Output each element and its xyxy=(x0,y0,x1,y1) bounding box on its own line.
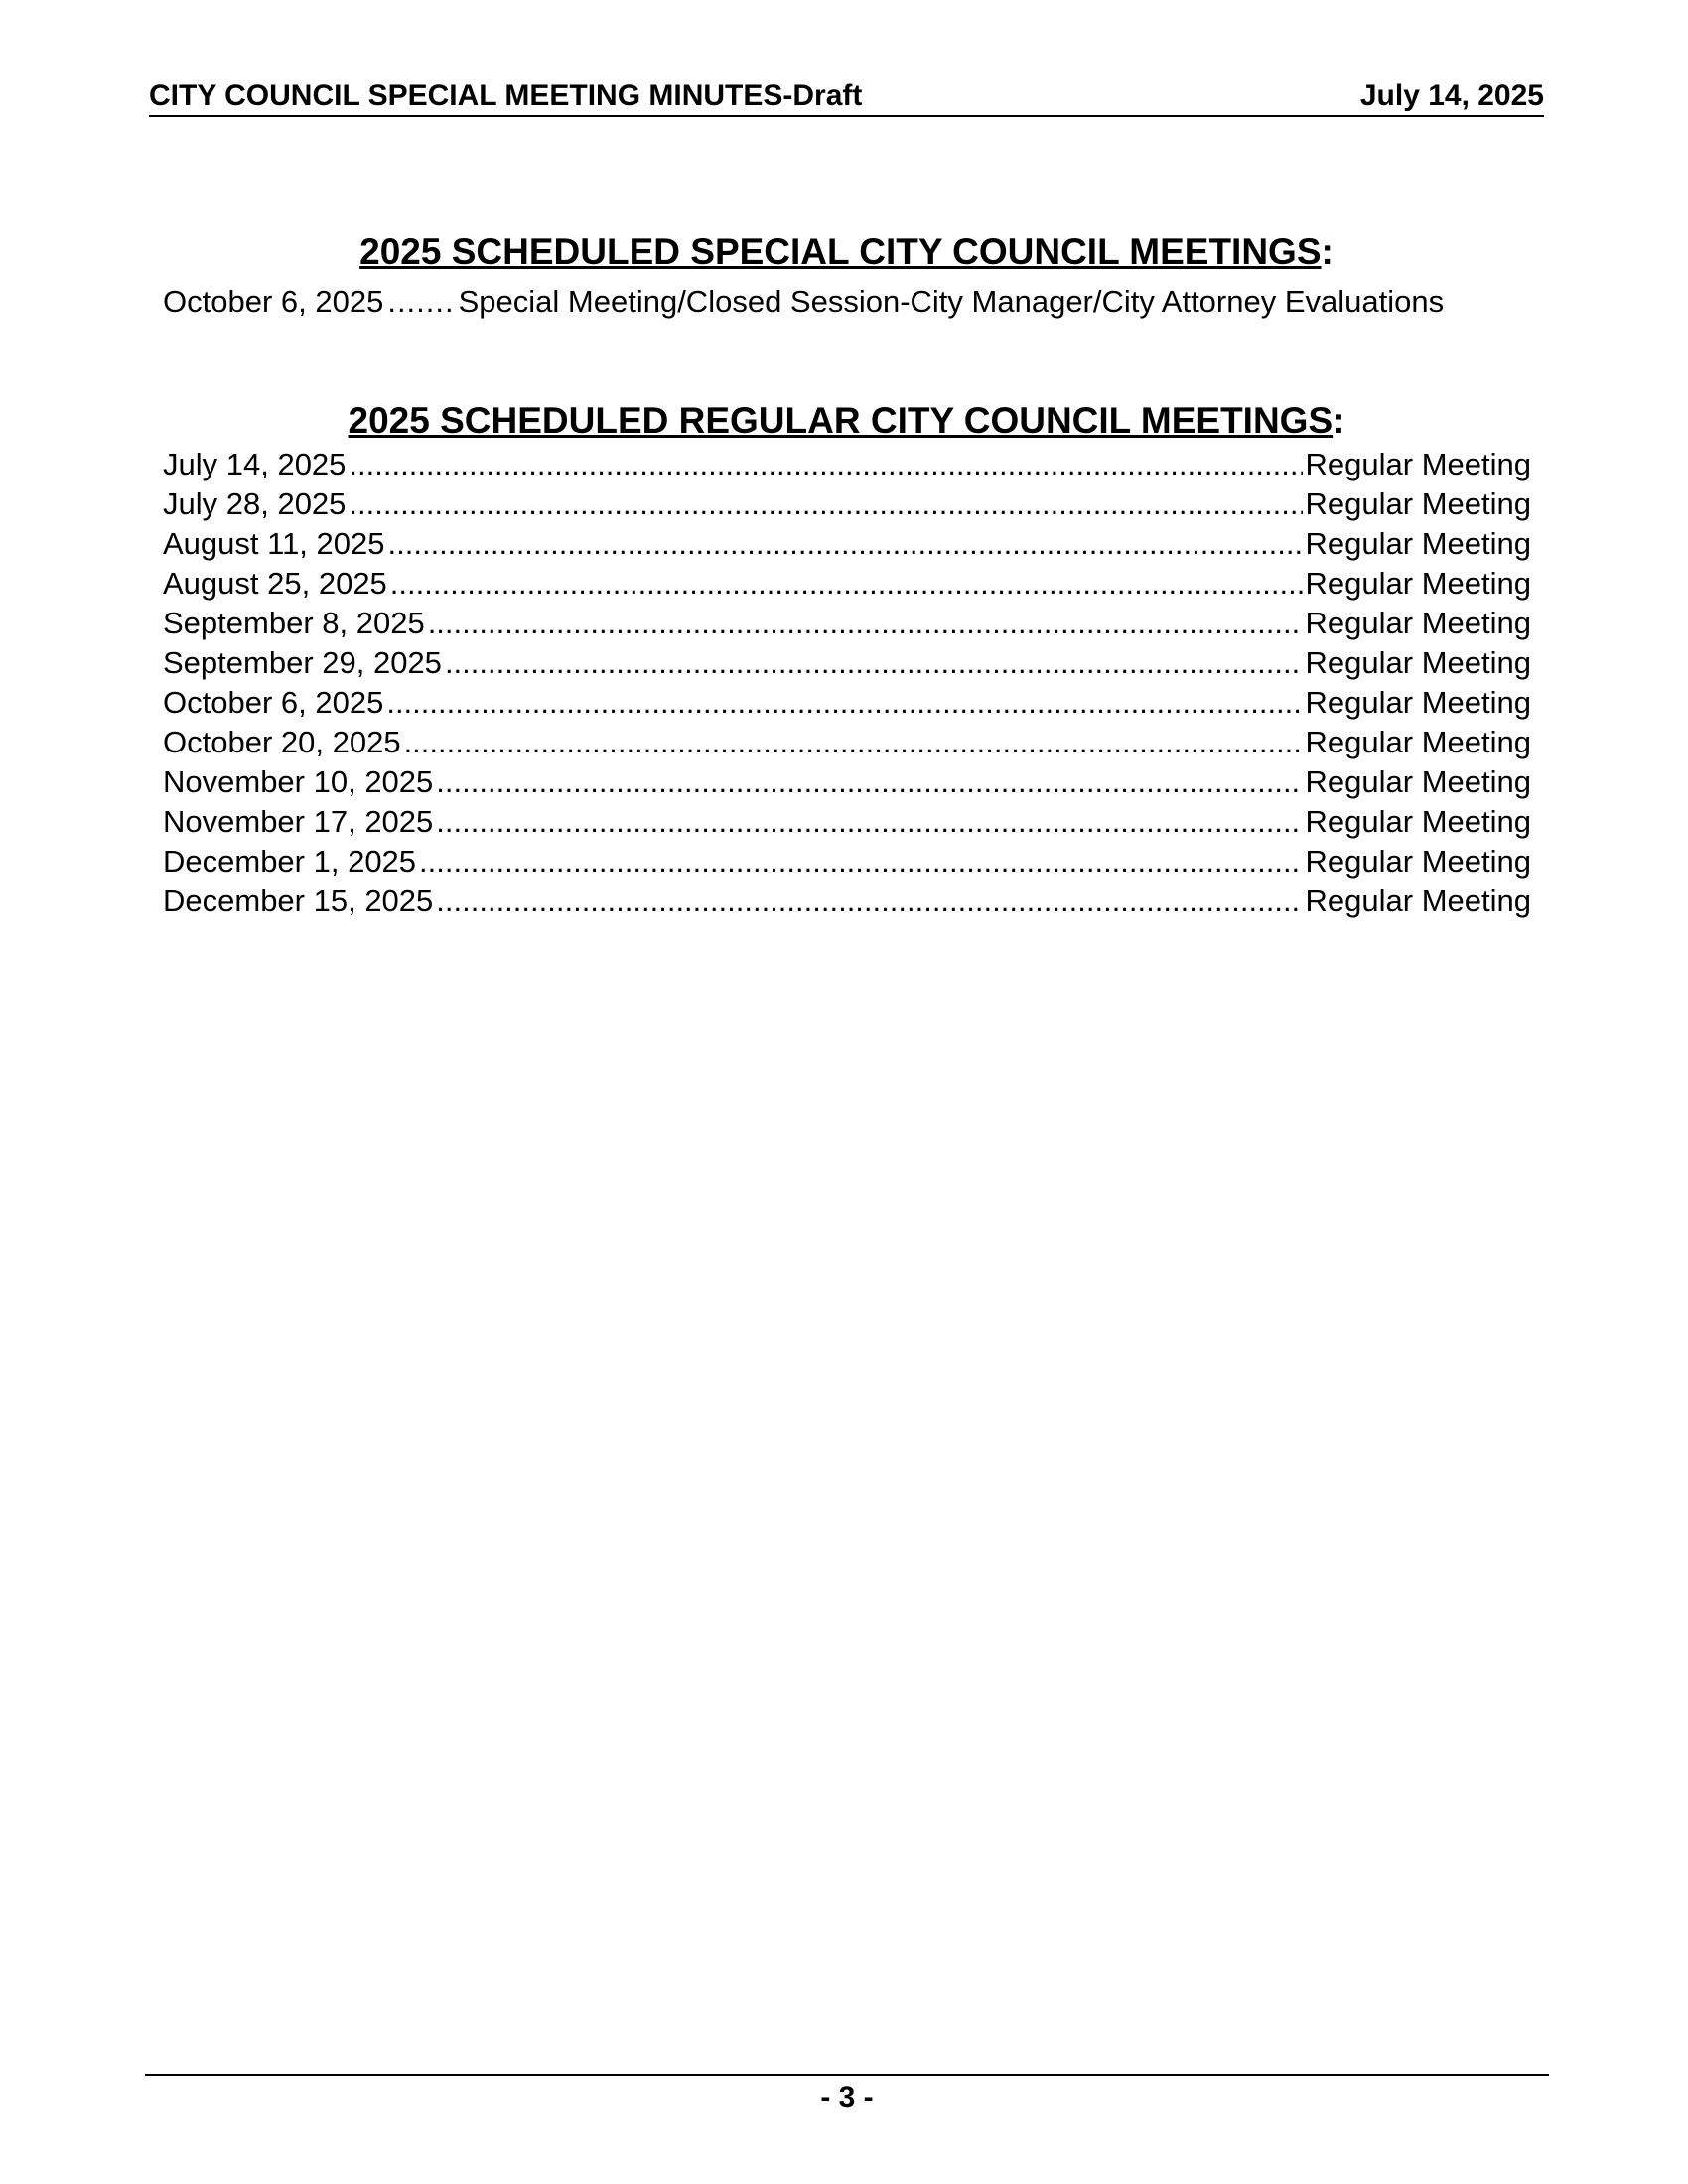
meeting-date: October 20, 2025 xyxy=(163,725,401,759)
meeting-type: Regular Meeting xyxy=(1305,685,1531,720)
meeting-type: Regular Meeting xyxy=(1305,606,1531,640)
list-item xyxy=(163,606,1531,645)
regular-meetings-heading xyxy=(149,400,1544,442)
page-header xyxy=(149,79,1544,117)
meeting-date: September 8, 2025 xyxy=(163,606,425,640)
special-meetings-heading xyxy=(149,231,1544,273)
list-item xyxy=(163,645,1531,685)
meeting-date: August 25, 2025 xyxy=(163,566,387,601)
meeting-type: Regular Meeting xyxy=(1305,884,1531,918)
special-meeting-leader: ....... xyxy=(387,284,455,319)
meeting-type: Regular Meeting xyxy=(1305,725,1531,759)
list-item xyxy=(163,447,1531,486)
list-item xyxy=(163,844,1531,884)
page-number: - 3 - xyxy=(820,2081,874,2114)
meeting-date: July 28, 2025 xyxy=(163,486,347,521)
dot-leader xyxy=(419,844,1302,880)
dot-leader xyxy=(436,804,1302,840)
regular-meetings-heading-colon: : xyxy=(1333,400,1345,441)
meeting-type: Regular Meeting xyxy=(1305,844,1531,879)
meeting-date: July 14, 2025 xyxy=(163,447,347,481)
special-meetings-heading-text: 2025 SCHEDULED SPECIAL CITY COUNCIL MEETINGS xyxy=(359,231,1322,272)
meeting-type: Regular Meeting xyxy=(1305,486,1531,521)
dot-leader xyxy=(428,606,1303,641)
meeting-type: Regular Meeting xyxy=(1305,447,1531,481)
list-item xyxy=(163,884,1531,923)
special-meeting-row xyxy=(163,284,1531,320)
footer-divider xyxy=(145,2074,1549,2076)
meeting-type: Regular Meeting xyxy=(1305,526,1531,561)
dot-leader xyxy=(386,685,1302,721)
meeting-type: Regular Meeting xyxy=(1305,566,1531,601)
header-title: CITY COUNCIL SPECIAL MEETING MINUTES-Draft xyxy=(149,79,863,112)
meeting-date: December 1, 2025 xyxy=(163,844,417,879)
list-item xyxy=(163,526,1531,566)
dot-leader xyxy=(445,645,1303,681)
meeting-date: October 6, 2025 xyxy=(163,685,384,720)
dot-leader xyxy=(390,566,1303,602)
meeting-type: Regular Meeting xyxy=(1305,764,1531,799)
list-item xyxy=(163,764,1531,804)
meeting-date: November 17, 2025 xyxy=(163,804,434,839)
list-item xyxy=(163,804,1531,844)
list-item xyxy=(163,685,1531,725)
special-meeting-description: Special Meeting/Closed Session-City Manager/City Attorney Evaluations xyxy=(458,284,1445,319)
header-date: July 14, 2025 xyxy=(1359,79,1544,112)
meeting-type: Regular Meeting xyxy=(1305,804,1531,839)
meeting-date: December 15, 2025 xyxy=(163,884,434,918)
dot-leader xyxy=(349,447,1302,482)
dot-leader xyxy=(388,526,1303,562)
list-item xyxy=(163,566,1531,606)
dot-leader xyxy=(404,725,1303,760)
meeting-date: November 10, 2025 xyxy=(163,764,434,799)
meeting-type: Regular Meeting xyxy=(1305,645,1531,680)
regular-meetings-heading-text: 2025 SCHEDULED REGULAR CITY COUNCIL MEETINGS xyxy=(348,400,1334,441)
meeting-date: August 11, 2025 xyxy=(163,526,385,561)
list-item xyxy=(163,486,1531,526)
dot-leader xyxy=(349,486,1302,522)
list-item xyxy=(163,725,1531,764)
special-meetings-heading-colon: : xyxy=(1321,231,1334,272)
dot-leader xyxy=(436,764,1302,800)
special-meeting-date: October 6, 2025 xyxy=(163,284,384,319)
meeting-date: September 29, 2025 xyxy=(163,645,442,680)
dot-leader xyxy=(436,884,1302,919)
